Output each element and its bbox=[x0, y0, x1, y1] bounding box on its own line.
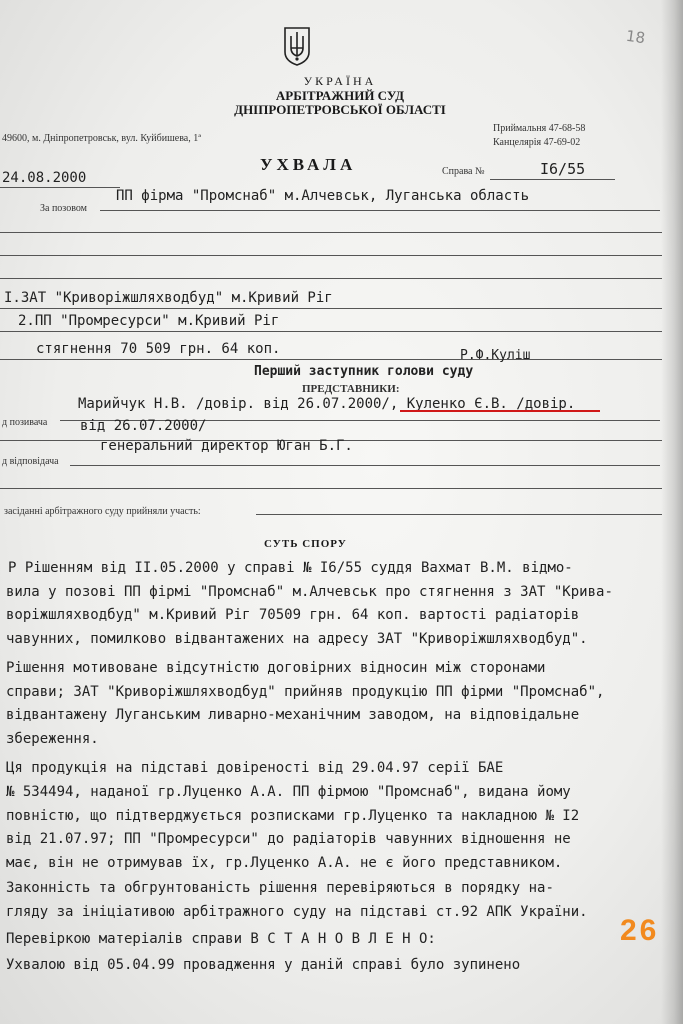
header-country: УКРАЇНА bbox=[303, 74, 377, 88]
case-underline bbox=[490, 179, 615, 180]
respondent-rep: генеральний директор Юган Б.Г. bbox=[100, 438, 353, 454]
header-court-line2: ДНІПРОПЕТРОВСЬКОЇ ОБЛАСТІ bbox=[234, 102, 446, 117]
session-underline bbox=[256, 514, 662, 515]
body-line-1: Р Рішенням від II.05.2000 у справі № I6/55 суддя Вахмат В.М. відмо- bbox=[8, 560, 573, 576]
court-address: 49600, м. Дніпропетровськ, вул. Куйбишева, 1ª bbox=[2, 133, 201, 144]
body-line-15: гляду за ініціативою арбітражного суду на підставі ст.92 АПК України. bbox=[6, 904, 588, 920]
case-label: Справа № bbox=[442, 166, 485, 177]
respondent-underline bbox=[70, 465, 660, 466]
body-line-13: має, він не отримував їх, гр.Луценко А.А. не є його представником. bbox=[6, 855, 563, 871]
body-line-2: вила у позові ПП фірмі "Промснаб" м.Алчевськ про стягнення з ЗАТ "Крива- bbox=[6, 584, 613, 600]
representatives-heading: ПРЕДСТАВНИКИ: bbox=[302, 383, 400, 395]
body-line-6: справи; ЗАТ "Криворіжшляхводбуд" прийняв продукцію ПП фірми "Промснаб", bbox=[6, 684, 605, 700]
corner-mark: 18 bbox=[624, 26, 647, 48]
defendant-1-underline bbox=[0, 308, 662, 309]
claimant-underline bbox=[100, 210, 660, 211]
blank-line-2 bbox=[0, 255, 662, 256]
defendant-2-underline bbox=[0, 331, 662, 332]
coat-of-arms-icon bbox=[282, 26, 312, 66]
body-line-16: Перевіркою матеріалів справи В С Т А Н О В Л Е Н О: bbox=[6, 931, 436, 947]
deputy-name: Р.Ф.Куліш bbox=[460, 348, 531, 363]
page-number-stamp: 26 bbox=[620, 914, 660, 947]
body-line-17: Ухвалою від 05.04.99 провадження у даній справі було зупинено bbox=[6, 957, 521, 973]
document-title: УХВАЛА bbox=[260, 155, 357, 174]
plaintiff-rep-label: д позивача bbox=[2, 417, 48, 428]
blank-line-4 bbox=[0, 488, 662, 489]
phone-office: Канцелярія 47-69-02 bbox=[493, 137, 581, 148]
essence-heading: СУТЬ СПОРУ bbox=[264, 538, 347, 550]
claimant: ПП фірма "Промснаб" м.Алчевськ, Луганська область bbox=[116, 188, 530, 204]
red-underline-mark bbox=[400, 410, 600, 412]
blank-line-3 bbox=[0, 278, 662, 279]
body-line-7: відвантажену Луганським ливарно-механічним заводом, на відповідальне bbox=[6, 707, 580, 723]
plaintiff-rep-line1: Марийчук Н.В. /довір. від 26.07.2000/, Куленко Є.В. /довір. bbox=[78, 396, 576, 412]
body-line-3: воріжшляхводбуд" м.Кривий Ріг 70509 грн. 64 коп. вартості радіаторів bbox=[6, 607, 580, 623]
defendant-2: 2.ПП "Промресурси" м.Кривий Ріг bbox=[18, 313, 280, 329]
header-court-line1: АРБІТРАЖНИЙ СУД bbox=[275, 88, 405, 103]
body-line-5: Рішення мотивоване відсутністю договірних відносин між сторонами bbox=[6, 660, 546, 676]
claim-label: За позовом bbox=[40, 203, 87, 214]
case-number: I6/55 bbox=[540, 160, 586, 178]
body-line-11: повністю, що підтверджується розписками гр.Луценко та накладною № I2 bbox=[6, 808, 580, 824]
plaintiff-rep-line2: від 26.07.2000/ bbox=[80, 418, 207, 434]
respondent-rep-label: д відповідача bbox=[2, 456, 59, 467]
blank-line-1 bbox=[0, 232, 662, 233]
defendant-1: I.ЗАТ "Криворіжшляхводбуд" м.Кривий Ріг bbox=[4, 290, 333, 306]
body-line-4: чавунних, помилково відвантажених на адресу ЗАТ "Криворіжшляхводбуд". bbox=[6, 631, 588, 647]
recovery-underline bbox=[0, 359, 662, 360]
body-line-10: № 534494, наданої гр.Луценко А.А. ПП фірмою "Промснаб", видана йому bbox=[6, 784, 571, 800]
recovery-amount: стягнення 70 509 грн. 64 коп. bbox=[36, 341, 281, 357]
body-line-14: Законність та обгрунтованість рішення перевіряються в порядку на- bbox=[6, 880, 554, 896]
document-date: 24.08.2000 bbox=[2, 170, 87, 186]
page-edge-shadow bbox=[661, 0, 683, 1024]
deputy-typed: Перший заступник голови суду bbox=[254, 364, 474, 379]
body-line-9: Ця продукція на підставі довіреності від 29.04.97 серії БАЕ bbox=[6, 760, 504, 776]
session-label: засіданні арбітражного суду прийняли участь: bbox=[4, 506, 201, 517]
phone-reception: Приймальня 47-68-58 bbox=[493, 123, 586, 134]
body-line-12: від 21.07.97; ПП "Промресурси" до радіаторів чавунних відношення не bbox=[6, 831, 571, 847]
date-underline bbox=[0, 187, 120, 188]
body-line-8: збереження. bbox=[6, 731, 99, 747]
